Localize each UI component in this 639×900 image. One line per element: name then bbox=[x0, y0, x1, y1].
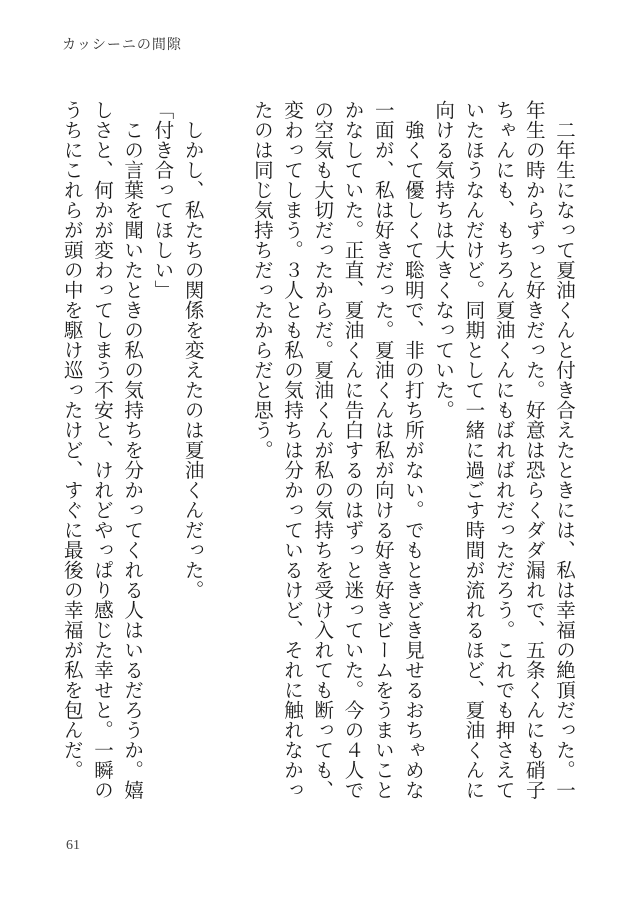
paragraph: しかし、私たちの関係を変えたのは夏油くんだった。 bbox=[181, 119, 205, 600]
paragraph: 強くて優しくて聡明で、非の打ち所がない。でもときどき見せるおちゃめな一面が、私は好きだった。夏油くんは私が向ける好き好きビームをうまいことかなしていた。正直、夏油くんに告白するのはずっと迷っていた。今の４人での空気も大切だったからだ。夏油くんが私の気持ちを受け入れても断っても、変わってしまう。３人とも私の気持ちは分かっているけど、それに触れなかったのは同じ気持ちだったからだと思う。 bbox=[250, 100, 425, 800]
paragraph: この言葉を聞いたときの私の気持ちを分かってくれる人はいるだろうか。嬉しさと、何かが変わってしまう不安と、けれどやっぱり感じた幸せと。一瞬のうちにこれらが頭の中を駆け巡ったけど、すぐに最後の幸福が私を包んだ。 bbox=[60, 100, 145, 800]
body-text bbox=[59, 100, 579, 800]
blank-line bbox=[208, 100, 247, 800]
page-number: 61 bbox=[66, 838, 80, 853]
paragraph: 二年生になって夏油くんと付き合えたときには、私は幸福の絶頂だった。一年生の時からずっと好きだった。好意は恐らくダダ漏れで、五条くんにも硝子ちゃんにも、もちろん夏油くんにもばればれだっただろう。これでも押さえていたほうなんだけど。同期として一緒に過ごす時間が流れるほど、夏油くんに向ける気持ちは大きくなっていた。 bbox=[432, 100, 576, 800]
dialogue-line: 「付き合ってほしい」 bbox=[151, 100, 175, 300]
running-head: カッシーニの間隙 bbox=[62, 37, 182, 53]
